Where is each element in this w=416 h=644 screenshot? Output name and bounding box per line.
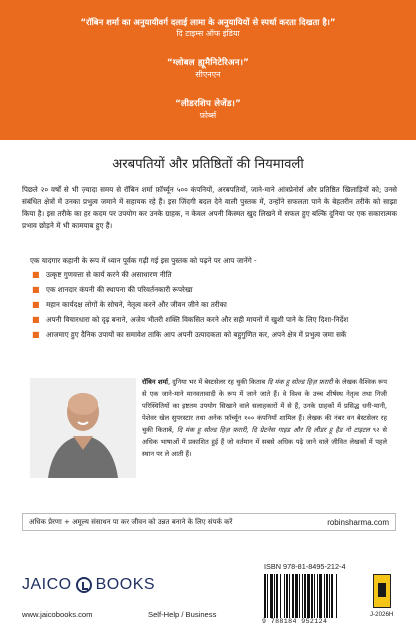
quote-source-forbes: फ़ोर्ब्स	[199, 111, 217, 120]
list-item	[32, 314, 382, 325]
list-item	[32, 299, 382, 310]
more-info-bar	[22, 513, 396, 531]
barcode-bar	[280, 574, 281, 618]
barcode-bar	[324, 574, 325, 618]
seal-icon	[76, 577, 92, 593]
barcode-bar	[289, 574, 290, 618]
barcode-bar	[331, 574, 333, 618]
quote-forbes: “लीडरशिप लेजेंड।”	[175, 99, 241, 109]
feature-list	[32, 269, 382, 344]
quote-cnn: “ग्लोबल ह्यूमैनिटेरिअन।”	[166, 58, 250, 68]
barcode-bar	[302, 574, 303, 618]
quote-source-cnn: सीएनएन	[195, 70, 221, 79]
logo-text-left: JAICO	[22, 576, 72, 593]
bullet-icon: ■	[32, 285, 40, 294]
barcode	[262, 574, 370, 618]
publisher-logo	[22, 574, 182, 596]
barcode-bar	[317, 574, 318, 618]
barcode-bar	[276, 574, 278, 618]
barcode-bar	[267, 574, 268, 618]
section-heading: अरबपतियों और प्रतिष्ठितों की नियमावली	[112, 157, 304, 172]
bullet-icon: ■	[32, 270, 40, 279]
barcode-bar	[299, 574, 300, 618]
bio-text-b: के लेखक वैश्विक रूप से एक जाने-माने मानवतावादी के रूप में जाने जाते हैं। वे विश्व के उच्च शीर्षस्थ नेतृत्व तथा निजी परिस्थितियों का इष्टतम उपयोग सिखाने वाले सलाहकारों में से हैं, उनके ग्राहकों में प्रसिद्ध धनी-मानी, पेशेवर खेल सुपरस्टार तथा अनेक फ़ॉर्च्यून १०० कंपनियाँ शामिल हैं। लेखक की नंबर वन बेस्टसेलर रह चुकी किताबें,	[142, 378, 388, 434]
barcode-digits: 9 788184 952124	[262, 618, 328, 625]
barcode-bar	[329, 574, 330, 618]
publisher-badge-icon	[373, 574, 391, 608]
barcode-bar	[326, 574, 328, 618]
bio-text-a: , दुनिया भर में बेस्टसेलर रह चुकी किताब	[168, 378, 268, 386]
badge-code: J-2026H	[370, 611, 394, 618]
quote-times-of-india: “रॉबिन शर्मा का अनुयायीवर्ग दलाई लामा के अनुयायियों से स्पर्धा करता दिखता है।”	[80, 17, 336, 27]
barcode-bar	[314, 574, 315, 618]
list-item-text: अपनी विचारधारा को दृढ़ बनाने, अजेय भीतरी शक्ति विकसित करने और सही मायनों में खुशी पाने के लिए दिशा-निर्देश	[46, 315, 349, 324]
bullet-icon: ■	[32, 315, 40, 324]
barcode-bar	[292, 574, 294, 618]
list-item-text: एक शानदार कंपनी की स्थापना की परिवर्तनकारी रूपरेखा	[46, 285, 193, 294]
barcode-bar	[284, 574, 285, 618]
barcode-bar	[295, 574, 298, 618]
bio-book-title: दि मंक हू सोल्ड हिज़ फ़रारी	[267, 378, 333, 386]
isbn-label: ISBN 978-81-8495-212-4	[264, 562, 346, 571]
barcode-bar	[286, 574, 288, 618]
list-item	[32, 269, 382, 280]
barcode-bar	[336, 574, 337, 618]
barcode-bar	[264, 574, 266, 618]
barcode-bar	[311, 574, 313, 618]
list-item-text: महान कार्यदक्ष लोगों के सोचने, नेतृत्व करने और जीवन जीने का तरीका	[46, 300, 227, 309]
author-bio	[142, 376, 387, 460]
author-photo	[30, 378, 136, 478]
bullet-icon: ■	[32, 300, 40, 309]
list-item-text: आजमाए हुए दैनिक उपायों का समावेश ताकि आप अपनी उत्पादकता को बहुगुणित कर, अपने क्षेत्र में प्रभुत्व जमा सकें	[46, 330, 347, 339]
bullet-icon: ■	[32, 330, 40, 339]
book-category: Self-Help / Business	[148, 610, 217, 619]
author-name: रॉबिन शर्मा	[142, 378, 169, 386]
bio-book-list: दि मंक हू सोल्ड हिज़ फ़रारी, दि ग्रेटनेस गाइड और दि लीडर हू हैड नो टाइटल	[176, 426, 370, 434]
author-website-link[interactable]: robinsharma.com	[327, 517, 389, 527]
quotes-band	[0, 0, 416, 140]
barcode-bar	[304, 574, 306, 618]
publisher-website[interactable]: www.jaicobooks.com	[22, 610, 93, 619]
logo-text-right: BOOKS	[95, 576, 156, 593]
more-info-text: अधिक प्रेरणा + अमूल्य संसाधन पा कर जीवन को उन्नत बनाने के लिए संपर्क करें	[29, 517, 233, 526]
intro-paragraph	[22, 184, 397, 232]
barcode-bar	[270, 574, 273, 618]
barcode-bar	[319, 574, 322, 618]
intro-text: पिछले २० वर्षों से भी ज़्यादा समय से रॉबिन शर्मा फ़ॉर्च्यून ५०० कंपनियों, अरबपतियों, जाने-माने आंत्रप्रेनोर्स और प्रतिष्ठित खिलाड़ियों को; उनसे संबंधित क्षेत्रों में उनका प्रभुत्व जमाने में सहायक रहे हैं। इस जिंदगी बदल देने वाली पुस्तक में, उन्होंने सफलता पाने के बेहतरीन तरीके को साझा किया है। इस तरीके का हर कदम पर उपयोग कर उनके ग्राहक, न केवल अपनी किस्मत खुद लिखने में सफल हुए बल्कि दुनिया पर एक सकारात्मक प्रभाव छोड़ने में भी कामयाब हुए हैं।	[22, 185, 397, 230]
barcode-bar	[274, 574, 275, 618]
bio-text-c: ९२ से अधिक भाषाओं में प्रकाशित हुई हैं जो वर्तमान में सबसे अधिक पढ़े जाने वाले जीवित लेखकों में पहले स्थान पर ले आती हैं।	[142, 426, 388, 458]
quote-source-times-of-india: दि टाइम्स ऑफ इंडिया	[176, 29, 240, 38]
barcode-bar	[307, 574, 310, 618]
list-item	[32, 284, 382, 295]
list-item	[32, 329, 382, 340]
list-lead: एक यादगार कहानी के रूप में ध्यान पूर्वक गढ़ी गई इस पुस्तक को पढ़ने पर आप जानेंगे -	[30, 256, 257, 265]
list-item-text: उत्कृष्ट गुणवत्ता से कार्य करने की असाधारण नीति	[46, 270, 172, 279]
